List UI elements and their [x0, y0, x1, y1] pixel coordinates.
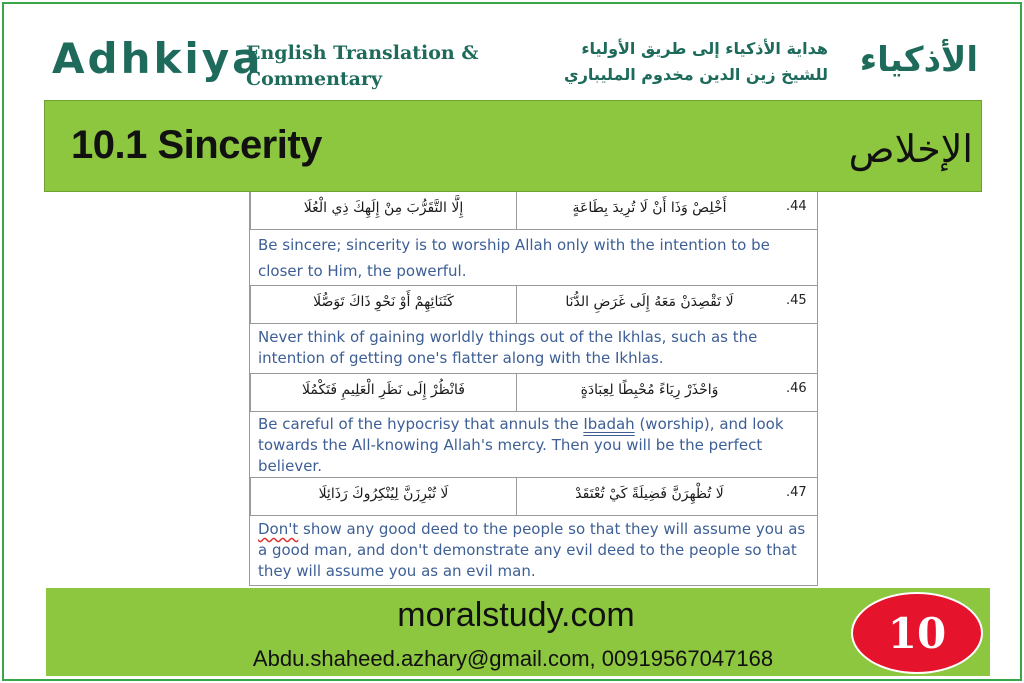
verse-number: .46: [786, 381, 807, 396]
verse-first-hemistich: أَخْلِصْ وَذَا أَنْ لَا تُرِيدَ بِطَاعَةٍ: [516, 192, 782, 229]
verse-row: [250, 374, 817, 412]
translation-text: Be sincere; sincerity is to worship Allah only with the intention to be closer to Him, the powerful.: [258, 236, 770, 280]
section-title: 10.1 Sincerity: [71, 123, 322, 167]
verse-first-hemistich: لَا تُظْهِرَنَّ فَضِيلَةً كَيْ تُعْتَقَدْ: [516, 478, 782, 515]
verse-first-hemistich: وَاحْذَرْ رِيَاءً مُحْبِطًا لِعِبَادَةٍ: [516, 374, 782, 411]
translation-text-cont: (worship), and look towards the All-knowing Allah's mercy. Then you will be the perfect believer.: [258, 415, 784, 475]
footer-banner: [46, 588, 990, 676]
arabic-logo: الأذكياء: [859, 40, 978, 80]
translation-row: [250, 412, 817, 478]
translation-term: Don't: [258, 520, 299, 538]
verse-row: [250, 478, 817, 516]
translation-text: Be careful of the hypocrisy that annuls the: [258, 415, 584, 433]
verse-first-hemistich: لَا تَقْصِدَنْ مَعَهُ إِلَى غَرَضِ الدُّنَا: [516, 286, 782, 323]
verse-row: [250, 192, 817, 230]
chapter-badge: [851, 592, 983, 674]
subtitle-line-2: Commentary: [246, 68, 383, 90]
translation-term: Ibadah: [583, 415, 635, 433]
translation-row: [250, 324, 817, 374]
verse-number: .44: [786, 199, 807, 214]
brand-subtitle: [246, 40, 479, 92]
arabic-book-line-2: للشيخ زين الدين مخدوم المليباري: [564, 65, 828, 84]
verse-number: .45: [786, 293, 807, 308]
section-banner: [44, 100, 982, 192]
verse-row: [250, 286, 817, 324]
translation-text: Never think of gaining worldly things out of the Ikhlas, such as the intention of getting one's flatter along with the Ikhlas.: [258, 328, 758, 367]
verse-table: [249, 192, 818, 586]
verse-second-hemistich: كَثَنَائِهِمْ أَوْ نَحْوِ ذَاكَ تَوَصُّلَا: [250, 286, 516, 323]
section-arabic-title: الإخلاص: [848, 127, 973, 171]
translation-row: [250, 230, 817, 286]
subtitle-line-1: English Translation &: [246, 42, 479, 64]
contact-info: Abdu.shaheed.azhary@gmail.com, 00919567047168: [252, 646, 774, 671]
arabic-book-line-1: هداية الأذكياء إلى طريق الأولياء: [581, 39, 828, 58]
brand-name: Adhkiya: [52, 34, 264, 83]
translation-row: [250, 516, 817, 586]
verse-second-hemistich: إِلَّا التَّقَرُّبَ مِنْ إِلَهِكَ ذِي الْعُلَا: [250, 192, 516, 229]
chapter-number: 10: [887, 609, 947, 658]
translation-text-cont: show any good deed to the people so that they will assume you as a good man, and don't demonstrate any evil deed to the people so that they will assume you as an evil man.: [258, 520, 806, 580]
verse-second-hemistich: فَانْظُرْ إِلَى نَظَرِ الْعَلِيمِ فَتَكْمُلَا: [250, 374, 516, 411]
website-link[interactable]: moralstudy.com: [397, 596, 635, 634]
arabic-book-title: [564, 36, 828, 88]
verse-number: .47: [786, 485, 807, 500]
verse-second-hemistich: لَا تُبْرِزَنَّ لِيُنْكِرُوكَ رَذَائِلَا: [250, 478, 516, 515]
